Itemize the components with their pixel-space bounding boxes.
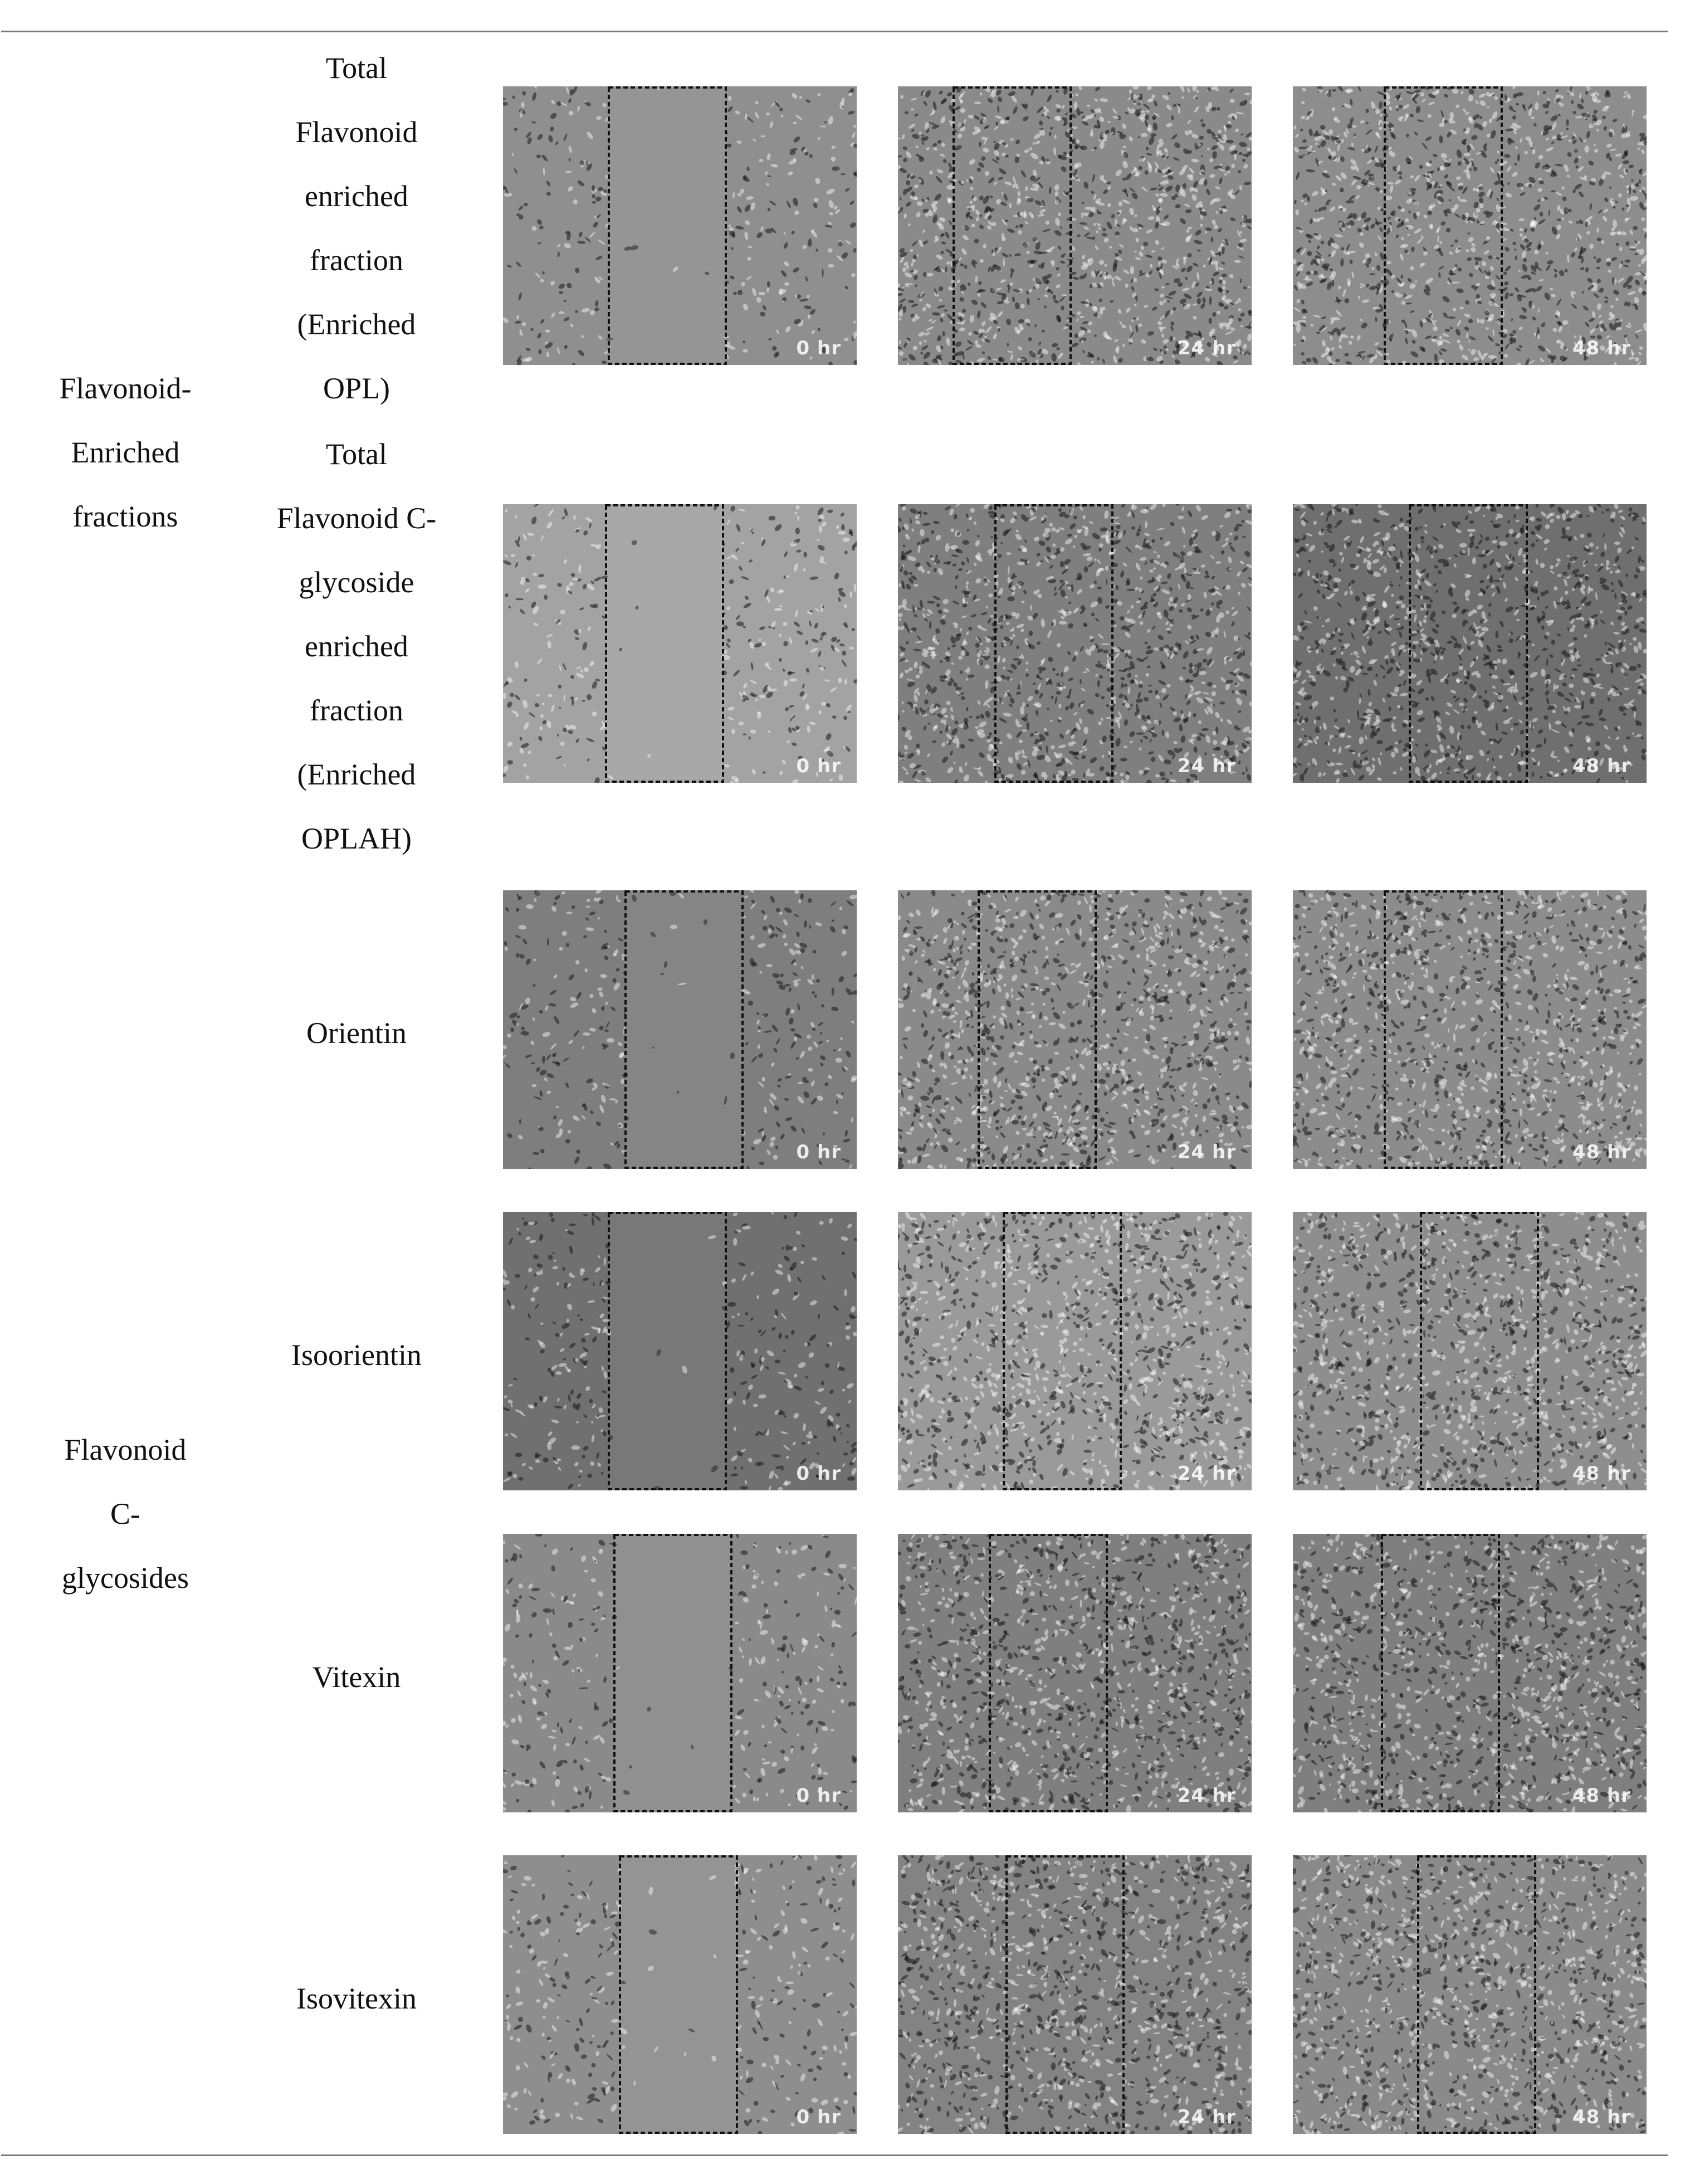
- time-label: 48 hr: [1572, 1785, 1631, 1807]
- sample-label-enriched-oplah: Total Flavonoid C- glycoside enriched fraction (Enriched OPLAH): [276, 437, 437, 855]
- micrograph-isoorientin-24hr: [898, 1212, 1252, 1490]
- micrograph-image: [1293, 504, 1647, 783]
- micrograph-image: [503, 890, 857, 1169]
- scratch-zone: [609, 86, 726, 365]
- time-label: 24 hr: [1177, 1785, 1236, 1807]
- micrograph-image: [1293, 1212, 1647, 1490]
- micrograph-image: [898, 1212, 1252, 1490]
- scratch-zone: [614, 1534, 731, 1812]
- time-label: 48 hr: [1572, 337, 1631, 359]
- sample-label-enriched-opl: Total Flavonoid enriched fraction (Enriched OPL): [295, 51, 418, 405]
- micrograph-orientin-24hr: [898, 890, 1252, 1169]
- micrograph-enriched-oplah-24hr: [898, 504, 1252, 783]
- sample-label-orientin: Orientin: [306, 1016, 407, 1050]
- time-label: 24 hr: [1177, 1141, 1236, 1163]
- scratch-zone: [626, 890, 743, 1169]
- micrograph-image: [503, 1212, 857, 1490]
- time-label: 0 hr: [796, 2106, 841, 2128]
- sample-label-vitexin: Vitexin: [312, 1660, 401, 1694]
- time-label: 48 hr: [1572, 755, 1631, 777]
- micrograph-enriched-oplah-48hr: [1293, 504, 1647, 783]
- micrograph-orientin-48hr: [1293, 890, 1647, 1169]
- scratch-zone: [606, 504, 723, 783]
- scratch-zone: [620, 1855, 737, 2134]
- micrograph-image: [898, 890, 1252, 1169]
- micrograph-enriched-opl-0hr: [503, 86, 857, 365]
- time-label: 24 hr: [1177, 755, 1236, 777]
- micrograph-image: [1293, 86, 1647, 365]
- micrograph-isovitexin-24hr: [898, 1855, 1252, 2134]
- micrograph-background: [1293, 86, 1647, 365]
- time-label: 0 hr: [796, 1462, 841, 1485]
- micrograph-isoorientin-48hr: [1293, 1212, 1647, 1490]
- micrograph-enriched-opl-48hr: [1293, 86, 1647, 365]
- micrograph-vitexin-24hr: [898, 1534, 1252, 1812]
- micrograph-vitexin-0hr: [503, 1534, 857, 1812]
- micrograph-image: [898, 86, 1252, 365]
- micrograph-enriched-oplah-0hr: [503, 504, 857, 783]
- time-label: 24 hr: [1177, 2106, 1236, 2128]
- group-label-flavonoid-enriched-fractions: Flavonoid- Enriched fractions: [59, 372, 192, 533]
- micrograph-image: [503, 86, 857, 365]
- micrograph-isovitexin-0hr: [503, 1855, 857, 2134]
- micrograph-image: [503, 1534, 857, 1812]
- time-label: 0 hr: [796, 337, 841, 359]
- micrograph-enriched-opl-24hr: [898, 86, 1252, 365]
- time-label: 24 hr: [1177, 1462, 1236, 1485]
- sample-label-isovitexin: Isovitexin: [296, 1982, 417, 2015]
- micrograph-image: [898, 1855, 1252, 2134]
- time-label: 24 hr: [1177, 337, 1236, 359]
- time-label: 0 hr: [796, 1785, 841, 1807]
- bottom-rule: [1, 2154, 1668, 2156]
- micrograph-image: [1293, 1534, 1647, 1812]
- micrograph-orientin-0hr: [503, 890, 857, 1169]
- micrograph-isoorientin-0hr: [503, 1212, 857, 1490]
- time-label: 48 hr: [1572, 1462, 1631, 1485]
- micrograph-image: [503, 504, 857, 783]
- time-label: 0 hr: [796, 755, 841, 777]
- micrograph-vitexin-48hr: [1293, 1534, 1647, 1812]
- scratch-zone: [609, 1212, 726, 1490]
- micrograph-image: [898, 504, 1252, 783]
- micrograph-image: [898, 1534, 1252, 1812]
- time-label: 48 hr: [1572, 1141, 1631, 1163]
- micrograph-image: [1293, 1855, 1647, 2134]
- micrograph-background: [1293, 1212, 1647, 1490]
- micrograph-image: [1293, 890, 1647, 1169]
- top-rule: [1, 31, 1668, 32]
- sample-label-isoorientin: Isoorientin: [291, 1338, 422, 1372]
- micrograph-isovitexin-48hr: [1293, 1855, 1647, 2134]
- group-label-flavonoid-c-glycosides: Flavonoid C- glycosides: [62, 1433, 189, 1595]
- time-label: 48 hr: [1572, 2106, 1631, 2128]
- micrograph-image: [503, 1855, 857, 2134]
- time-label: 0 hr: [796, 1141, 841, 1163]
